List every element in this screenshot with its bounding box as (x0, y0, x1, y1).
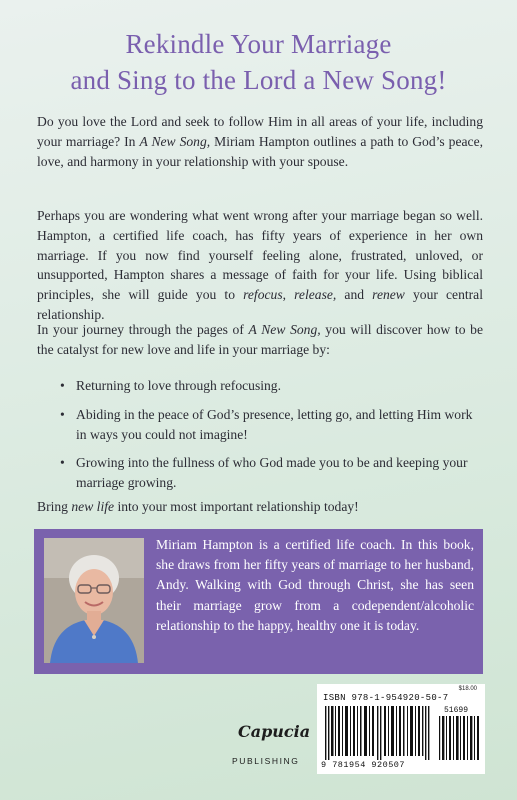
word-renew: renew (372, 287, 405, 303)
phrase-new-life: new life (71, 499, 115, 514)
paragraph-journey (37, 320, 483, 360)
paragraph-journey-text-a: In your journey through the pages of (37, 322, 249, 337)
bullet-list (62, 376, 482, 502)
author-bio (156, 535, 474, 636)
paragraph-hampton-text-a: Perhaps you are wondering what went wrong after your marriage began so well. Hampton, a certified life coach, has fifty years of experience in her own marriage. If you now find yourself feeling alone, frustrated, unloved, or unsupported, Hampton shares a message of faith for your life. Using biblical principles, she will guide you to (37, 208, 483, 303)
paragraph-intro-text-a: Do you love the Lord and seek to follow Him in all areas of your life, including your marriage? In (37, 114, 483, 149)
barcode-supplement-number: 51699 (444, 706, 469, 715)
paragraph-hampton (37, 206, 483, 325)
author-bio-text: is a certified life coach. In this book, she draws from her fifty years of marriage to her husband, Andy. Walking with God through Christ, she has seen their marriage grow from a codependent/alcoholic relationship to the happy, healthy one it is today. (156, 537, 475, 633)
headline-line-2: and Sing to the Lord a New Song! (70, 65, 447, 95)
paragraph-closing-text-a: Bring (37, 499, 72, 514)
list-item: • Returning to love through refocusing. (62, 376, 482, 396)
paragraph-closing-text-b: into your most important relationship today! (114, 499, 359, 514)
price-label: $18.00 (458, 686, 477, 692)
headline-line-1: Rekindle Your Marriage (125, 29, 392, 59)
barcode (317, 684, 485, 774)
headline (0, 26, 517, 98)
book-title-italic: A New Song, (248, 322, 321, 337)
paragraph-journey-text-b: you will discover how to be the catalyst for new love and life in your marriage by: (37, 322, 483, 357)
publisher-logo-script: Capucia (238, 722, 311, 741)
publisher-logo (232, 722, 312, 772)
publisher-logo-name: PUBLISHING (232, 756, 300, 766)
paragraph-hampton-text-b: your central relationship. (37, 287, 483, 322)
paragraph-closing (37, 497, 483, 517)
author-name: Miriam Hampton (156, 537, 254, 552)
comma: , (282, 287, 295, 303)
list-item: • Growing into the fullness of who God made you to be and keeping your marriage growing. (62, 453, 482, 493)
list-item: • Abiding in the peace of God’s presence, letting go, and letting Him work in ways you could not imagine! (62, 405, 482, 445)
word-and: and (336, 287, 373, 303)
word-release: release, (294, 287, 337, 303)
author-portrait-illustration (44, 538, 144, 663)
paragraph-intro (37, 112, 483, 171)
author-photo (44, 538, 144, 663)
paragraph-intro-text-b: Miriam Hampton outlines a path to God’s peace, love, and harmony in your relationship with your spouse. (37, 133, 483, 169)
author-bio-box (34, 529, 483, 674)
book-title-italic: A New Song, (139, 133, 211, 149)
isbn-label: ISBN 978-1-954920-50-7 (323, 693, 449, 703)
barcode-ean-number: 9 781954 920507 (321, 760, 406, 770)
word-refocus: refocus (243, 287, 283, 303)
